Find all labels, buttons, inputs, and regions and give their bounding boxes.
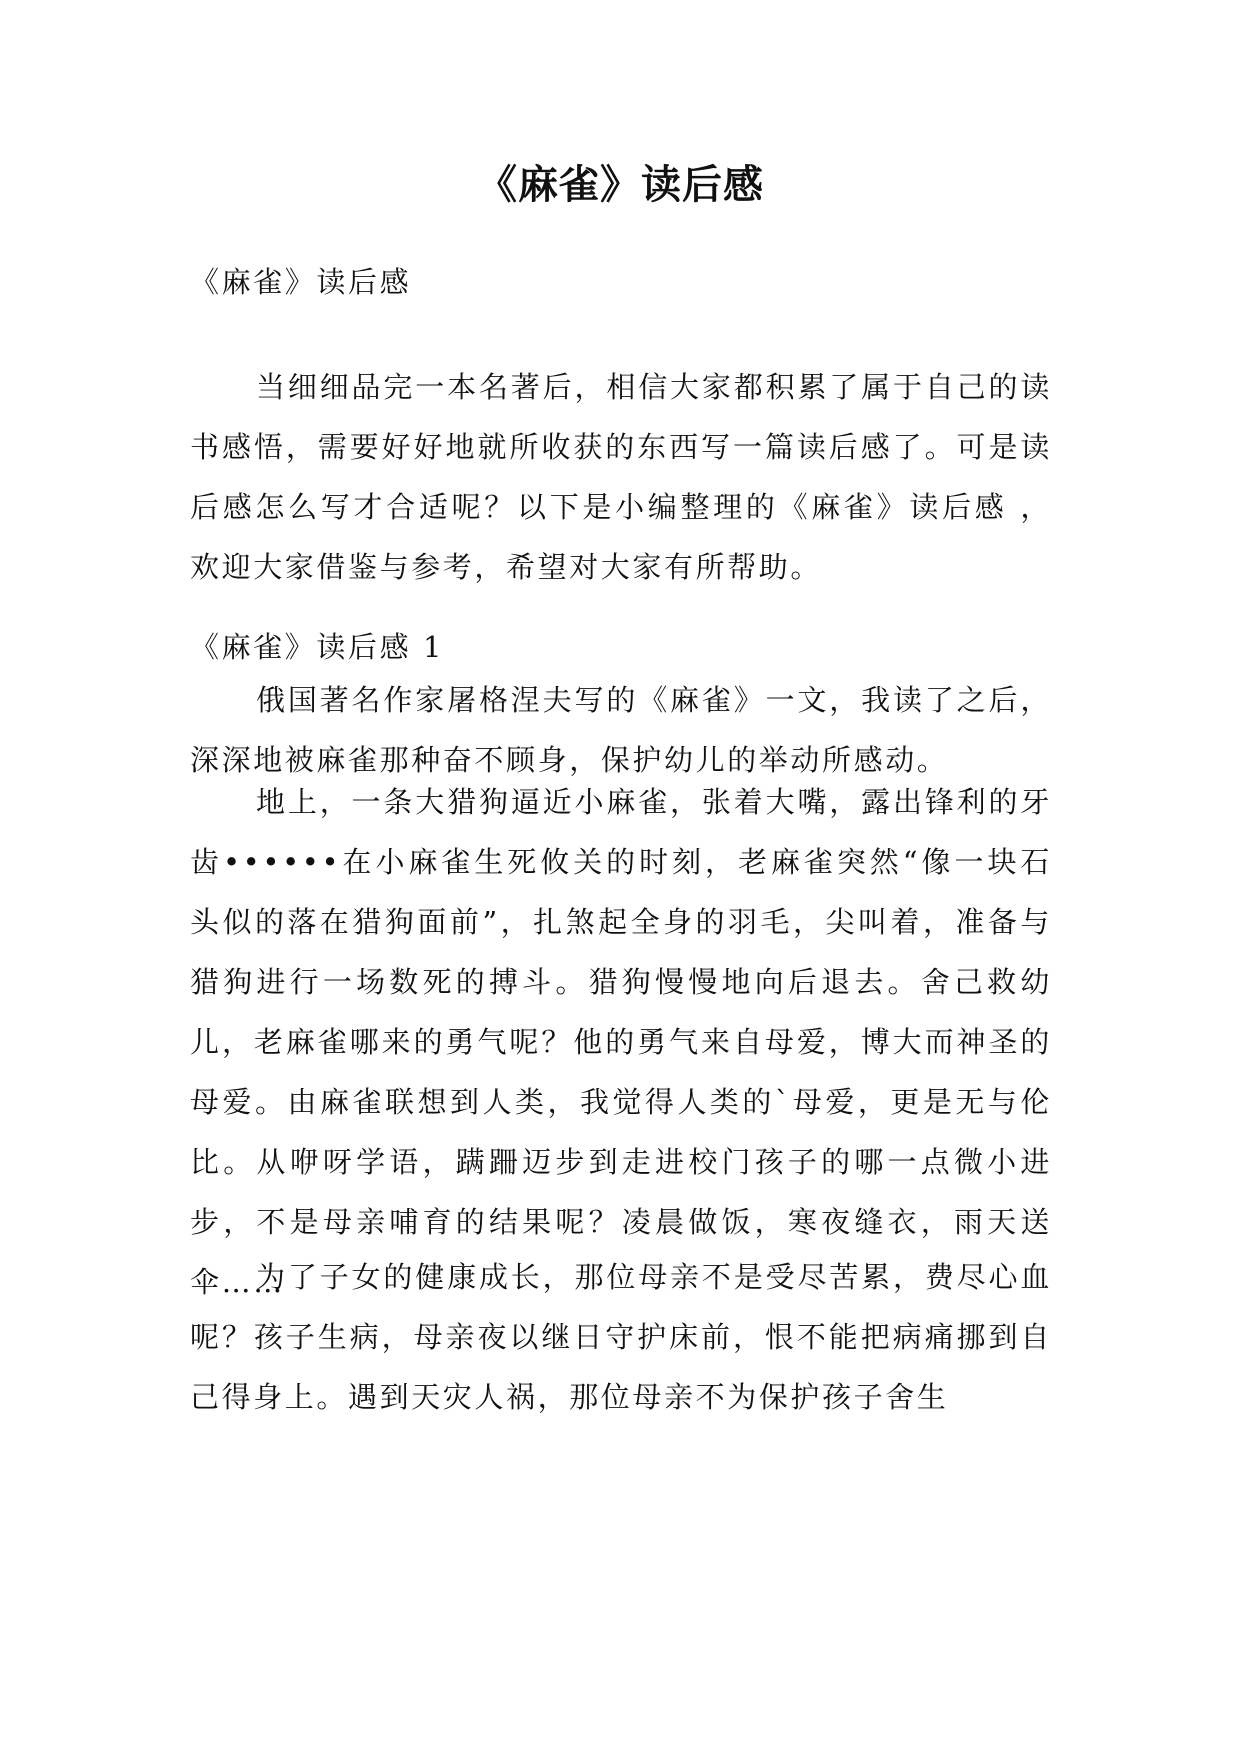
section-heading: 《麻雀》读后感 1: [190, 630, 445, 664]
intro-paragraph: 当细细品完一本名著后，相信大家都积累了属于自己的读书感悟，需要好好地就所收获的东西写一篇读后感了。可是读后感怎么写才合适呢？以下是小编整理的《麻雀》读后感 ，欢迎大家借鉴与参考，希望对大家有所帮助。: [190, 370, 1052, 584]
document-title: 《麻雀》读后感: [477, 162, 764, 208]
section-paragraph-3: 为了子女的健康成长，那位母亲不是受尽苦累，费尽心血呢？孩子生病，母亲夜以继日守护床前，恨不能把病痛挪到自己得身上。遇到天灾人祸，那位母亲不为保护孩子舍生: [190, 1260, 1052, 1414]
section-paragraph-1: 俄国著名作家屠格涅夫写的《麻雀》一文，我读了之后，深深地被麻雀那种奋不顾身，保护幼儿的举动所感动。: [190, 683, 1052, 777]
section-paragraph-2: 地上，一条大猎狗逼近小麻雀，张着大嘴，露出锋利的牙齿••••••在小麻雀生死攸关的时刻，老麻雀突然“像一块石头似的落在猎狗面前”，扎煞起全身的羽毛，尖叫着，准备与猎狗进行一场数死的搏斗。猎狗慢慢地向后退去。舍己救幼儿，老麻雀哪来的勇气呢？他的勇气来自母爱，博大而神圣的母爱。由麻雀联想到人类，我觉得人类的`母爱，更是无与伦比。从咿呀学语，蹒跚迈步到走进校门孩子的哪一点微小进步，不是母亲哺育的结果呢？凌晨做饭，寒夜缝衣，雨天送伞……: [190, 785, 1052, 1299]
document-subtitle: 《麻雀》读后感: [190, 265, 412, 299]
